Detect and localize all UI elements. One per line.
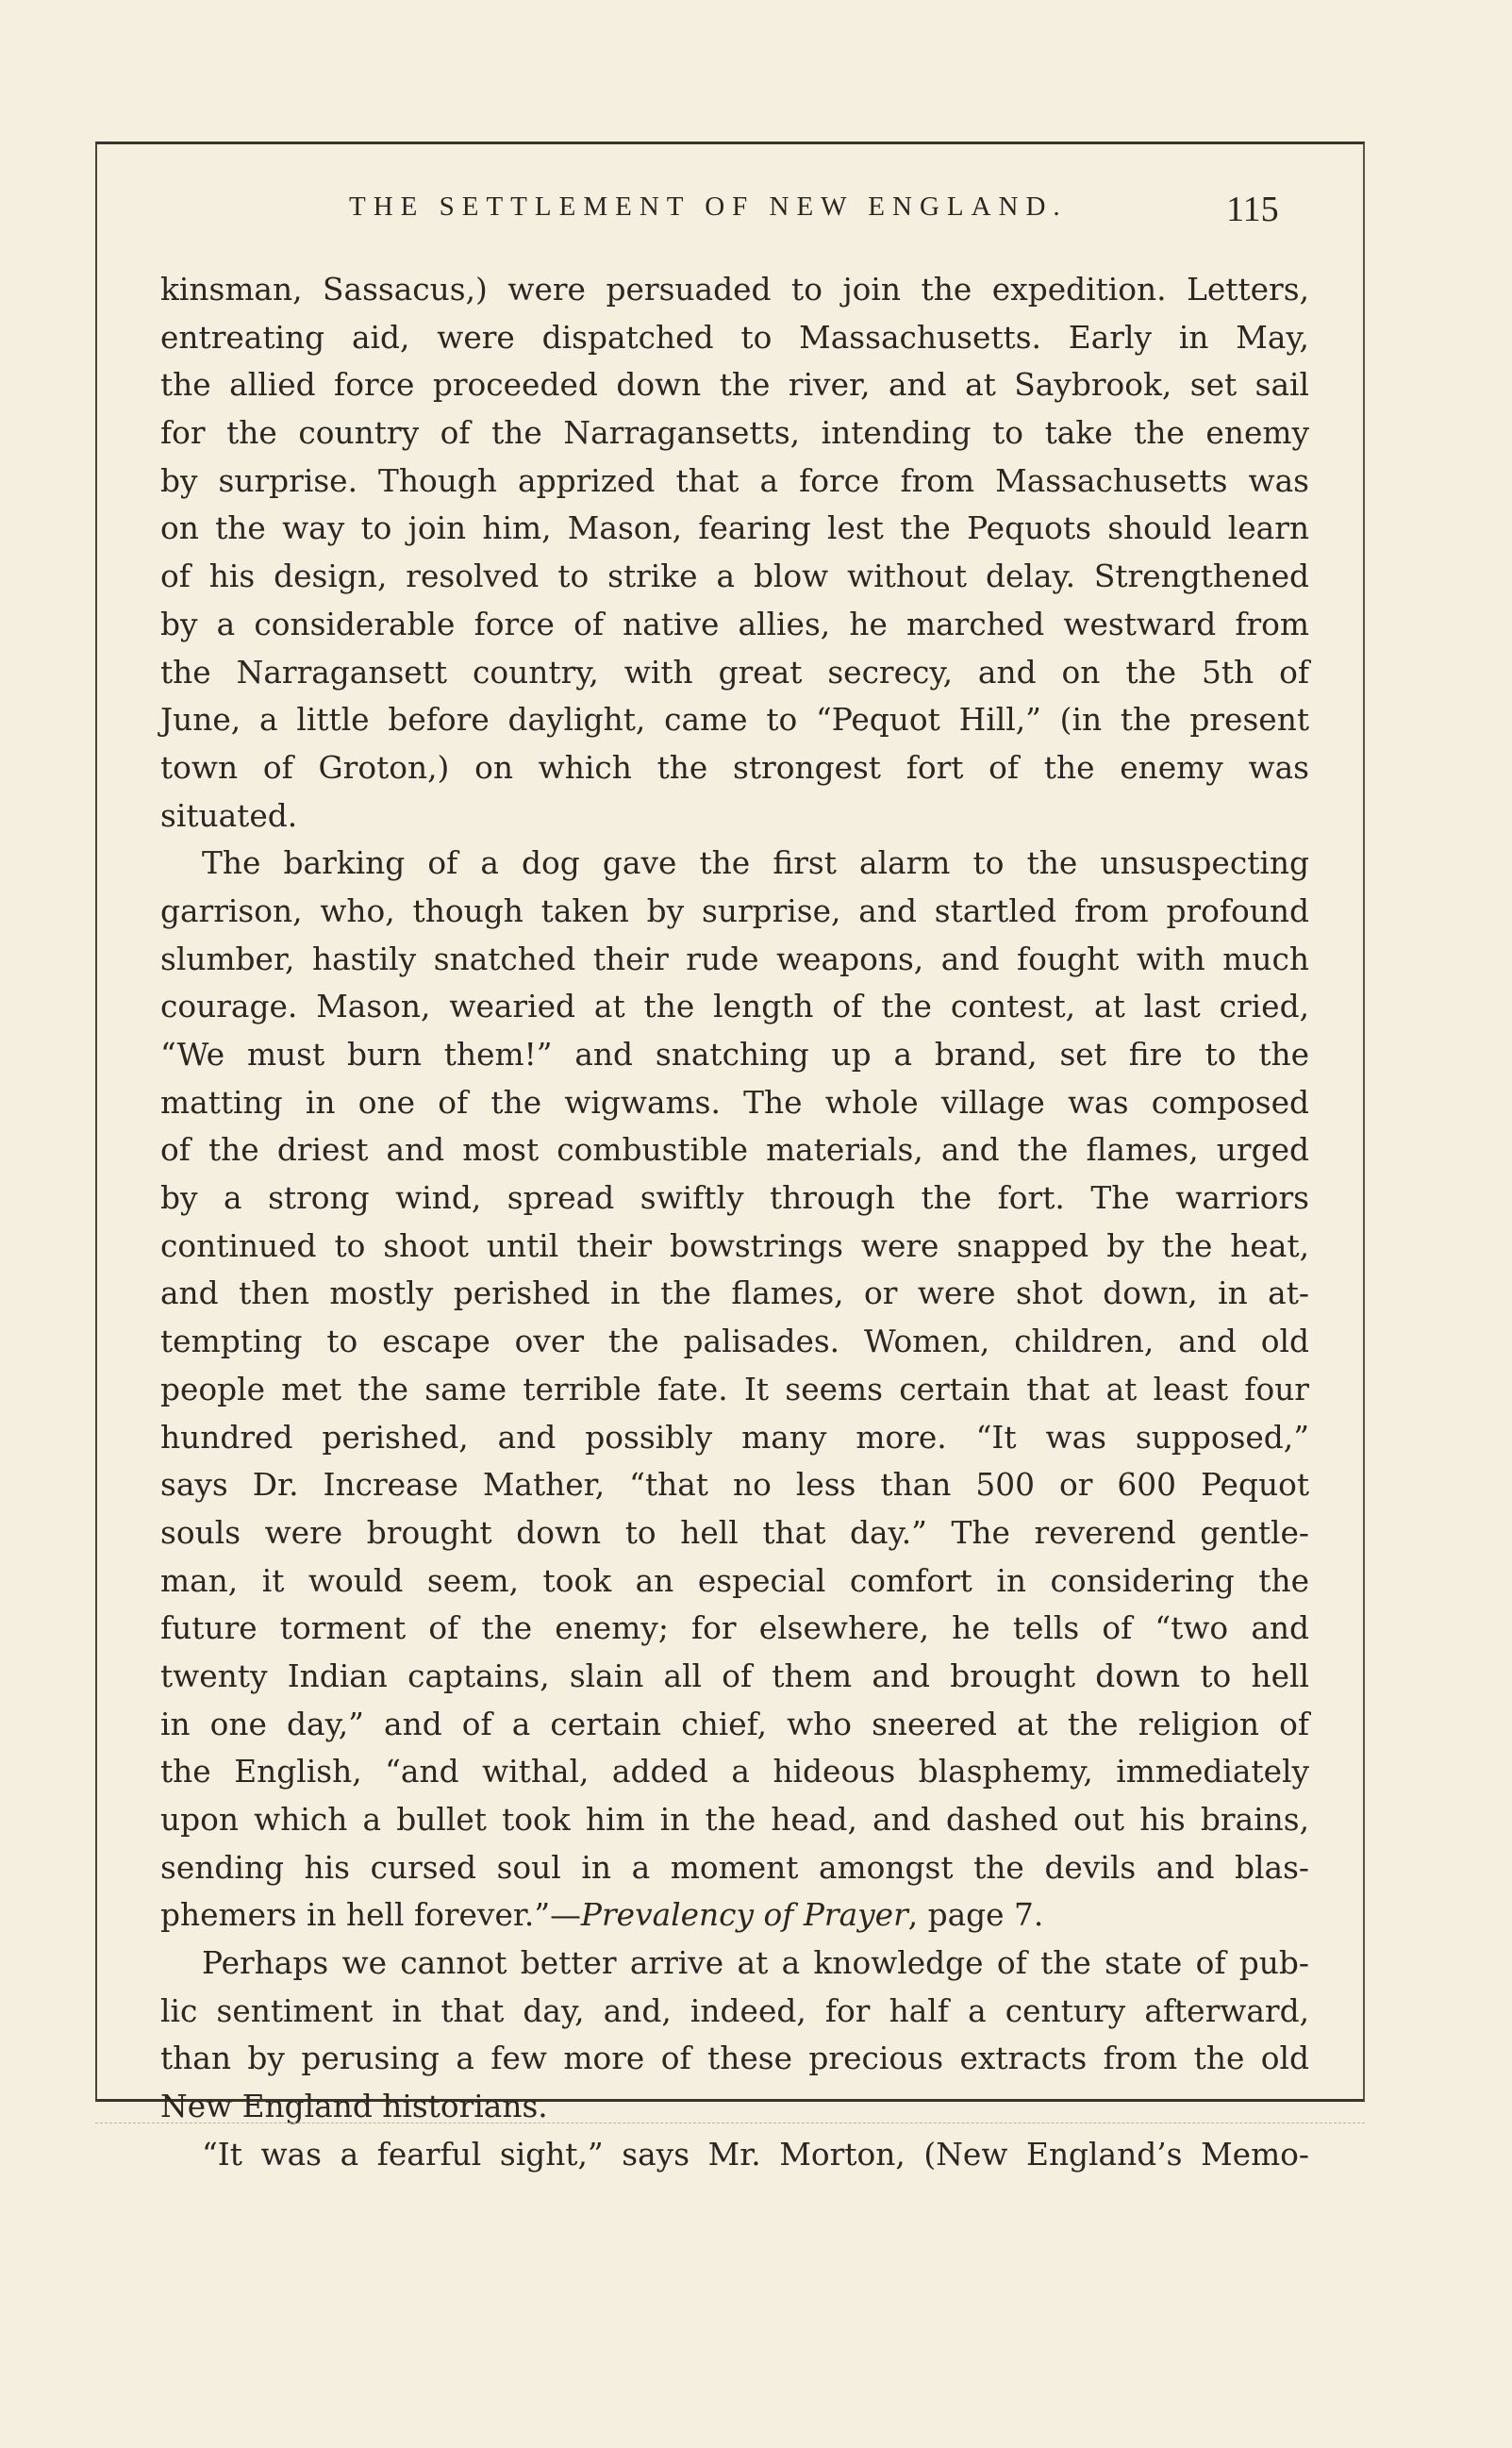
text-line: New England historians. bbox=[160, 2089, 548, 2125]
text-line: the allied force proceeded down the river, and at Saybrook, set sail bbox=[160, 367, 1309, 404]
page-number: 115 bbox=[1226, 190, 1279, 229]
text-line: by a considerable force of native allies, he marched westward from bbox=[160, 606, 1309, 642]
text-line: June, a little before daylight, came to “Pequot Hill,” (in the present bbox=[160, 702, 1309, 739]
text-line: on the way to join him, Mason, fearing lest the Pequots should learn bbox=[160, 510, 1309, 547]
text-line: upon which a bullet took him in the head, and dashed out his brains, bbox=[160, 1802, 1309, 1838]
running-head: THE SETTLEMENT OF NEW ENGLAND. bbox=[349, 192, 1068, 222]
text-line: slumber, hastily snatched their rude weapons, and fought with much bbox=[160, 941, 1309, 977]
text-line: for the country of the Narragansetts, intending to take the enemy bbox=[160, 415, 1309, 452]
text-line: souls were brought down to hell that day.” The reverend gentle- bbox=[160, 1514, 1309, 1551]
text-line: the Narragansett country, with great secrecy, and on the 5th of bbox=[160, 654, 1309, 691]
text-line: kinsman, Sassacus,) were persuaded to join the expedition. Letters, bbox=[160, 272, 1309, 308]
text-line: hundred perished, and possibly many more. “It was supposed,” bbox=[160, 1419, 1309, 1456]
text-line: continued to shoot until their bowstrings were snapped by the heat, bbox=[160, 1227, 1309, 1264]
citation-source-title: Prevalency bbox=[580, 1897, 755, 1934]
text-line: tempting to escape over the palisades. Women, children, and old bbox=[160, 1324, 1309, 1360]
text-line: man, it would seem, took an especial comfort in considering the bbox=[160, 1562, 1309, 1599]
text-line: and then mostly perished in the flames, or were shot down, in at- bbox=[160, 1275, 1309, 1312]
citation-source-title-2: Prayer bbox=[803, 1897, 908, 1934]
text-line: “We must burn them!” and snatching up a brand, set fire to the bbox=[160, 1037, 1309, 1073]
paragraph-start-line: Perhaps we cannot better arrive at a knowledge of the state of pub- bbox=[202, 1945, 1309, 1982]
paragraph-start-line: The barking of a dog gave the first alarm to the unsuspecting bbox=[202, 845, 1309, 882]
text-line: the English, “and withal, added a hideous blasphemy, immediately bbox=[160, 1754, 1309, 1790]
text-line: town of Groton,) on which the strongest fort of the enemy was bbox=[160, 749, 1309, 786]
text-line: sending his cursed soul in a moment amongst the devils and blas- bbox=[160, 1849, 1309, 1886]
text-line: by a strong wind, spread swiftly through the fort. The warriors bbox=[160, 1180, 1309, 1217]
citation-lead: phemers in hell forever.”— bbox=[160, 1897, 581, 1934]
text-line: than by perusing a few more of these precious extracts from the old bbox=[160, 2040, 1309, 2077]
text-line: lic sentiment in that day, and, indeed, for half a century afterward, bbox=[160, 1992, 1309, 2029]
citation-tail: , page 7. bbox=[907, 1897, 1044, 1934]
text-line: people met the same terrible fate. It seems certain that at least four bbox=[160, 1371, 1309, 1407]
text-line: says Dr. Increase Mather, “that no less than 500 or 600 Pequot bbox=[160, 1467, 1309, 1504]
text-line: entreating aid, were dispatched to Massachusetts. Early in May, bbox=[160, 319, 1309, 356]
citation-source-of: of bbox=[754, 1897, 804, 1934]
text-line: in one day,” and of a certain chief, who sneered at the religion of bbox=[160, 1706, 1309, 1742]
text-line: twenty Indian captains, slain all of them and brought down to hell bbox=[160, 1657, 1309, 1694]
text-line: of his design, resolved to strike a blow without delay. Strengthened bbox=[160, 558, 1309, 595]
citation-line bbox=[160, 1891, 1309, 1940]
text-line: future torment of the enemy; for elsewhere, he tells of “two and bbox=[160, 1610, 1309, 1647]
body-text bbox=[160, 266, 1309, 2179]
text-line: by surprise. Though apprized that a force from Massachusetts was bbox=[160, 462, 1309, 499]
text-line: situated. bbox=[160, 797, 298, 834]
text-line: garrison, who, though taken by surprise, and startled from profound bbox=[160, 892, 1309, 929]
text-line: courage. Mason, wearied at the length of the contest, at last cried, bbox=[160, 989, 1309, 1025]
paragraph-start-line: “It was a fearful sight,” says Mr. Morton, (New England’s Memo- bbox=[202, 2136, 1309, 2173]
text-line: of the driest and most combustible materials, and the flames, urged bbox=[160, 1132, 1309, 1169]
text-line: matting in one of the wigwams. The whole village was composed bbox=[160, 1084, 1309, 1121]
